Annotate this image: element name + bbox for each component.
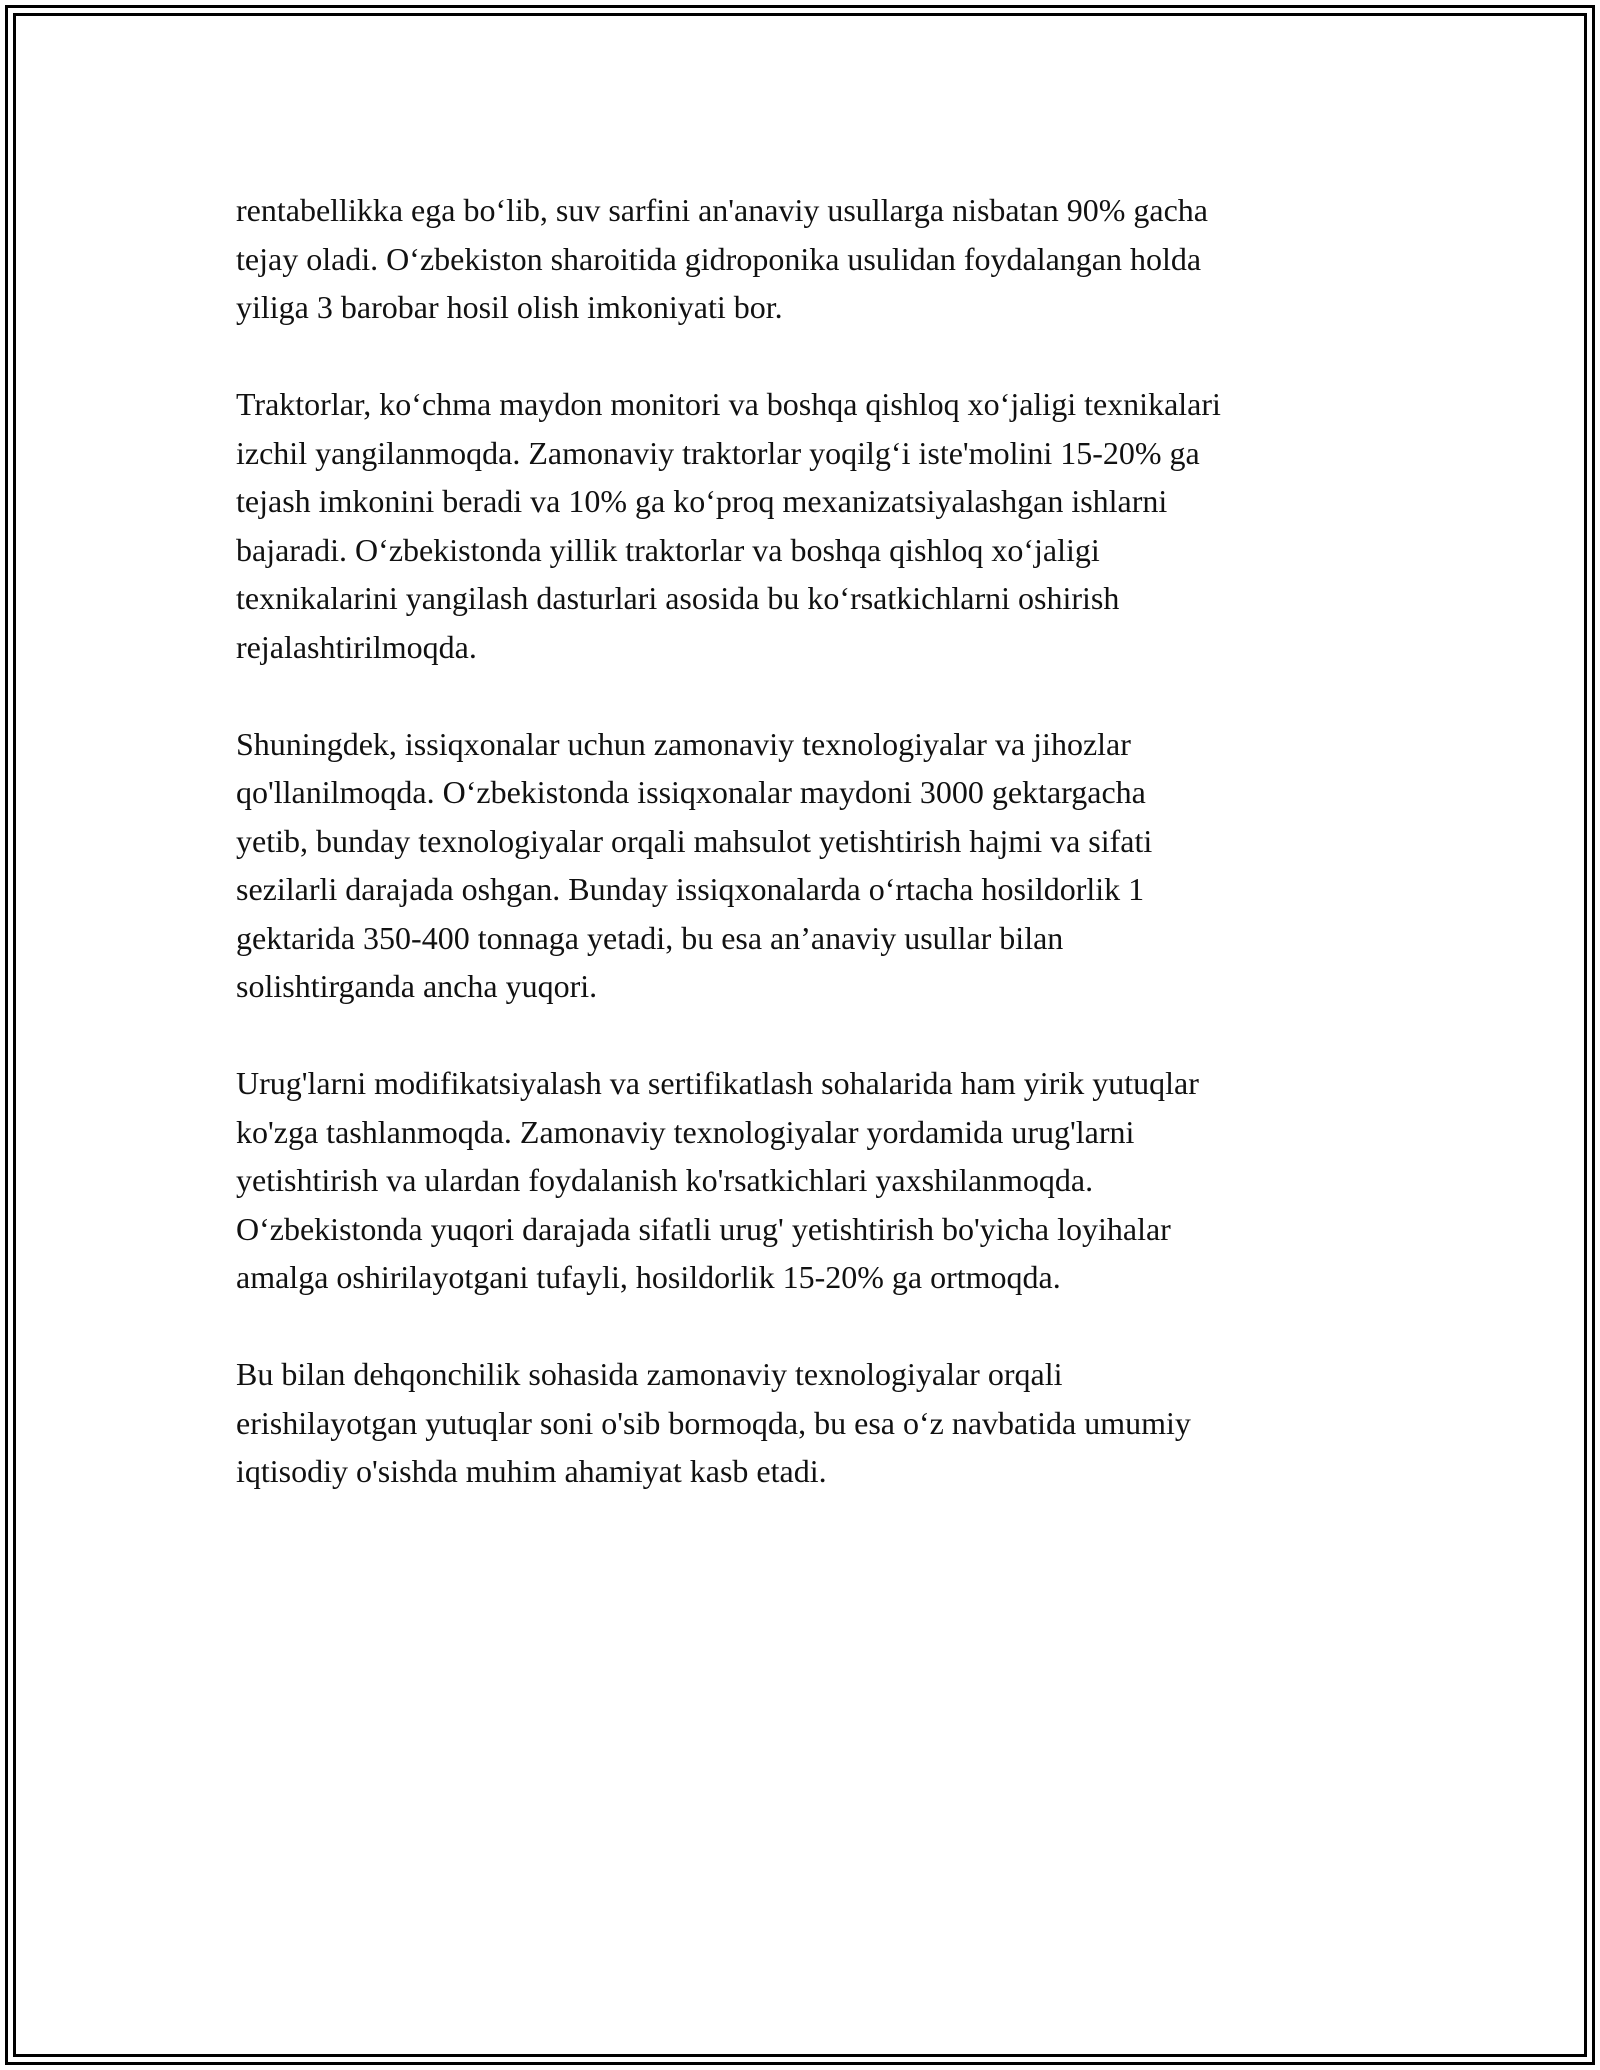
paragraph-hydroponics: rentabellikka ega bo‘lib, suv sarfini an'anaviy usullarga nisbatan 90% gacha tejay oladi. O‘zbekiston sharoitida gidroponika usulidan foydalangan holda yiliga 3 barobar hosil olish imkoniyati bor. xyxy=(236,192,1208,325)
paragraph-seeds: Urug'larni modifikatsiyalash va sertifikatlash sohalarida ham yirik yutuqlar ko'zga tashlanmoqda. Zamonaviy texnologiyalar yordamida urug'larni yetishtirish va ulardan foydalanish ko'rsatkichlari yaxshilanmoqda. O‘zbekistonda yuqori darajada sifatli urug' yetishtirish bo'yicha loyihalar amalga oshirilayotgani tufayli, hosildorlik 15-20% ga ortmoqda. xyxy=(236,1065,1199,1295)
paragraph-tractors: Traktorlar, ko‘chma maydon monitori va boshqa qishloq xo‘jaligi texnikalari izchil yangilanmoqda. Zamonaviy traktorlar yoqilg‘i iste'molini 15-20% ga tejash imkonini beradi va 10% ga ko‘proq mexanizatsiyalashgan ishlarni bajaradi. O‘zbekistonda yillik traktorlar va boshqa qishloq xo‘jaligi texnikalarini yangilash dasturlari asosida bu ko‘rsatkichlarni oshirish rejalashtirilmoqda. xyxy=(236,386,1221,665)
document-body xyxy=(236,186,1416,1544)
paragraph-greenhouses: Shuningdek, issiqxonalar uchun zamonaviy texnologiyalar va jihozlar qo'llanilmoqda. O‘zbekistonda issiqxonalar maydoni 3000 gektargacha yetib, bunday texnologiyalar orqali mahsulot yetishtirish hajmi va sifati sezilarli darajada oshgan. Bunday issiqxonalarda o‘rtacha hosildorlik 1 gektarida 350-400 tonnaga yetadi, bu esa an’anaviy usullar bilan solishtirganda ancha yuqori. xyxy=(236,725,1153,1004)
paragraph-conclusion: Bu bilan dehqonchilik sohasida zamonaviy texnologiyalar orqali erishilayotgan yutuqlar soni o'sib bormoqda, bu esa o‘z navbatida umumiy iqtisodiy o'sishda muhim ahamiyat kasb etadi. xyxy=(236,1356,1191,1489)
